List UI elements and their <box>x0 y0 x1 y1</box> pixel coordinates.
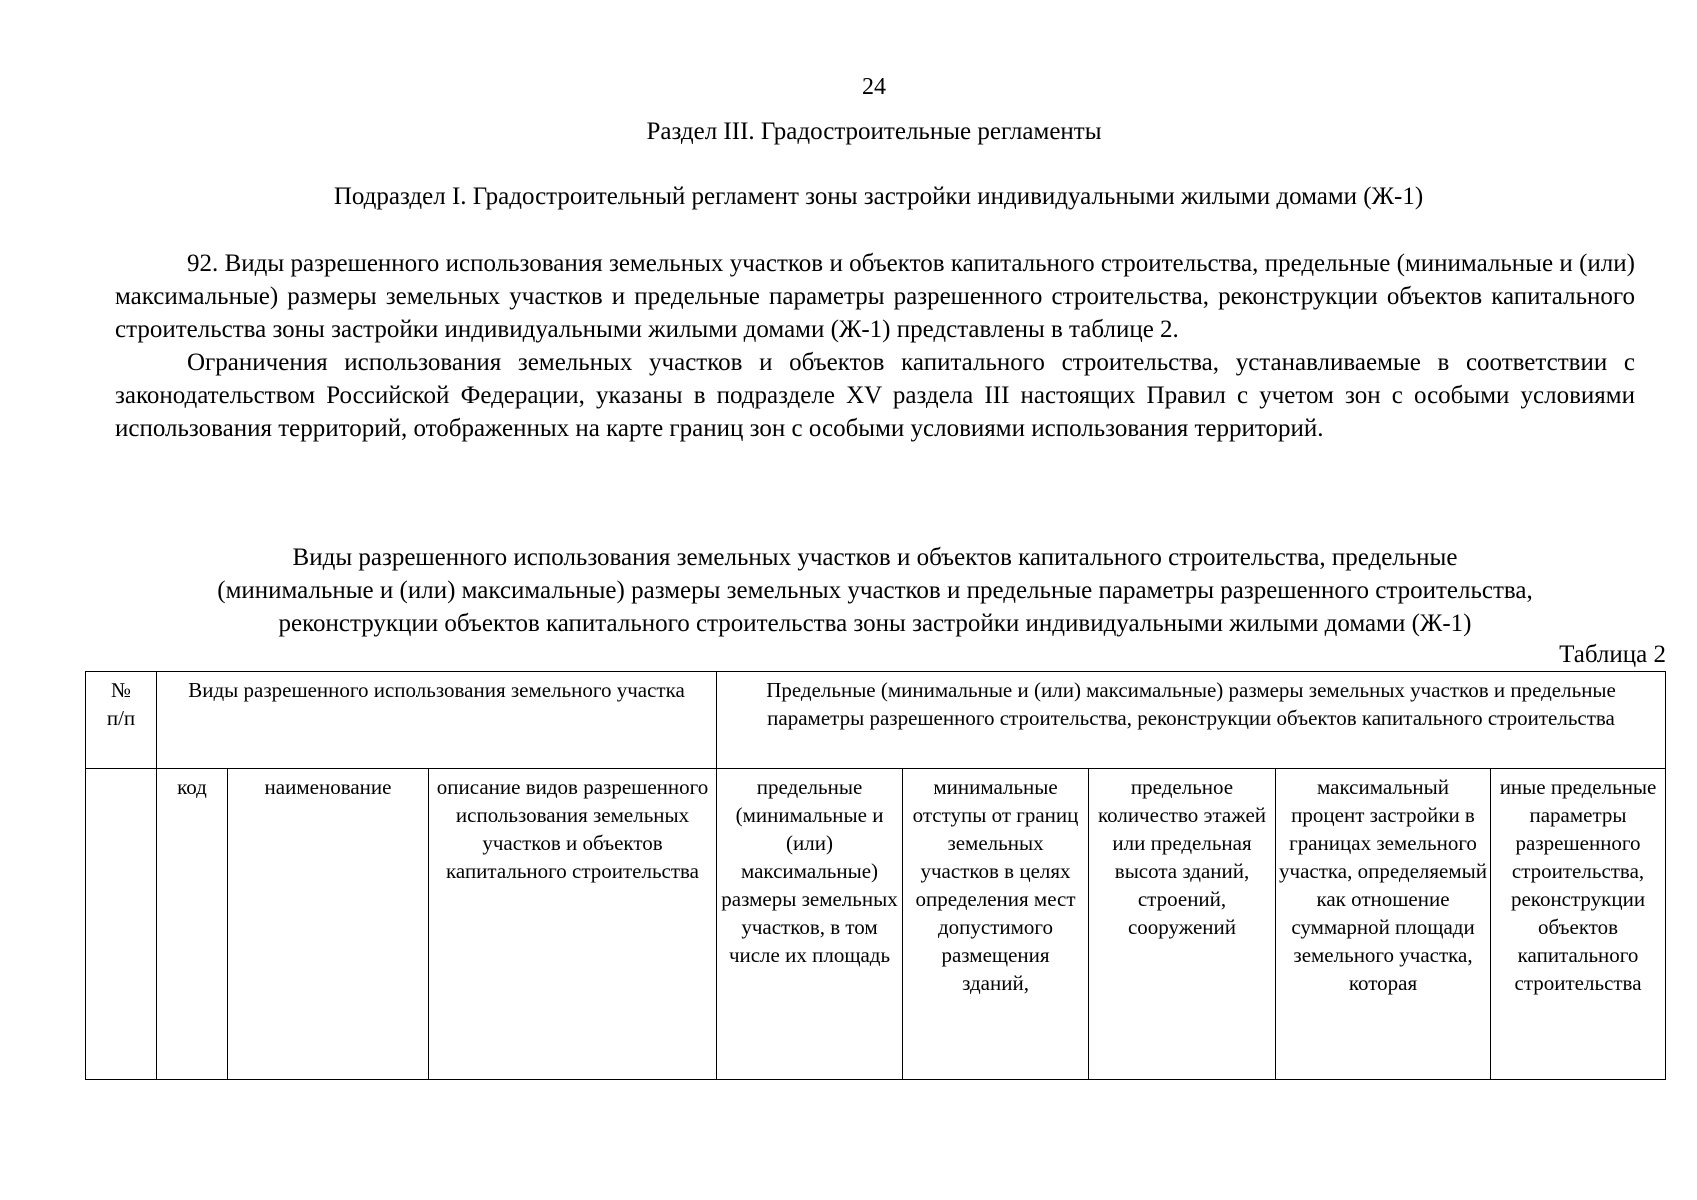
subsection-title: Подраздел I. Градостроительный регламент зоны застройки индивидуальными жилыми домами (Ж-1) <box>333 183 1424 210</box>
table-subheader-row <box>86 769 1666 1080</box>
subheader-code: код <box>157 769 228 1080</box>
table-header-row <box>86 672 1666 769</box>
subheader-floors: предельное количество этажей или предельная высота зданий, строений, сооружений <box>1089 769 1276 1080</box>
page-number: 24 <box>862 74 886 100</box>
header-limits-group: Предельные (минимальные и (или) максимальные) размеры земельных участков и предельные параметры разрешенного строительства, реконструкции объектов капитального строительства <box>717 672 1666 769</box>
subheader-name: наименование <box>228 769 429 1080</box>
subheader-description: описание видов разрешенного использования земельных участков и объектов капитального строительства <box>429 769 717 1080</box>
subheader-plot-size: предельные (минимальные и (или) максимальные) размеры земельных участков, в том числе их площадь <box>717 769 903 1080</box>
subheader-build-percent: максимальный процент застройки в границах земельного участка, определяемый как отношение суммарной площади земельного участка, которая <box>1276 769 1491 1080</box>
table-caption-line: Виды разрешенного использования земельных участков и объектов капитального строительства, предельные <box>292 544 1458 571</box>
paragraph-92: 92. Виды разрешенного использования земельных участков и объектов капитального строительства, предельные (минимальные и (или) максимальные) размеры земельных участков и предельные параметры разрешенного строительства, реконструкции объектов капитального строительства зоны застройки индивидуальными жилыми домами (Ж-1) представлены в таблице 2. <box>115 250 1635 343</box>
table-label: Таблица 2 <box>1559 641 1666 668</box>
subheader-setbacks: минимальные отступы от границ земельных участков в целях определения мест допустимого размещения зданий, <box>903 769 1089 1080</box>
body-text <box>115 247 1635 445</box>
paragraph-restrictions: Ограничения использования земельных участков и объектов капитального строительства, устанавливаемые в соответствии с законодательством Российской Федерации, указаны в подразделе XV раздела III настоящих Правил с учетом зон с особыми условиями использования территорий, отображенных на карте границ зон с особыми условиями использования территорий. <box>115 349 1635 442</box>
regulations-table <box>85 671 1666 1080</box>
table-caption-line: реконструкции объектов капитального строительства зоны застройки индивидуальными жилыми домами (Ж-1) <box>278 610 1472 637</box>
subheader-empty <box>86 769 157 1080</box>
section-title: Раздел III. Градостроительные регламенты <box>646 118 1102 145</box>
header-use-group: Виды разрешенного использования земельного участка <box>157 672 717 769</box>
table-caption <box>115 541 1635 640</box>
table-caption-line: (минимальные и (или) максимальные) размеры земельных участков и предельные параметры разрешенного строительства, <box>217 577 1533 604</box>
subheader-other-params: иные предельные параметры разрешенного строительства, реконструкции объектов капитального строительства <box>1491 769 1666 1080</box>
header-number: № п/п <box>86 672 157 769</box>
